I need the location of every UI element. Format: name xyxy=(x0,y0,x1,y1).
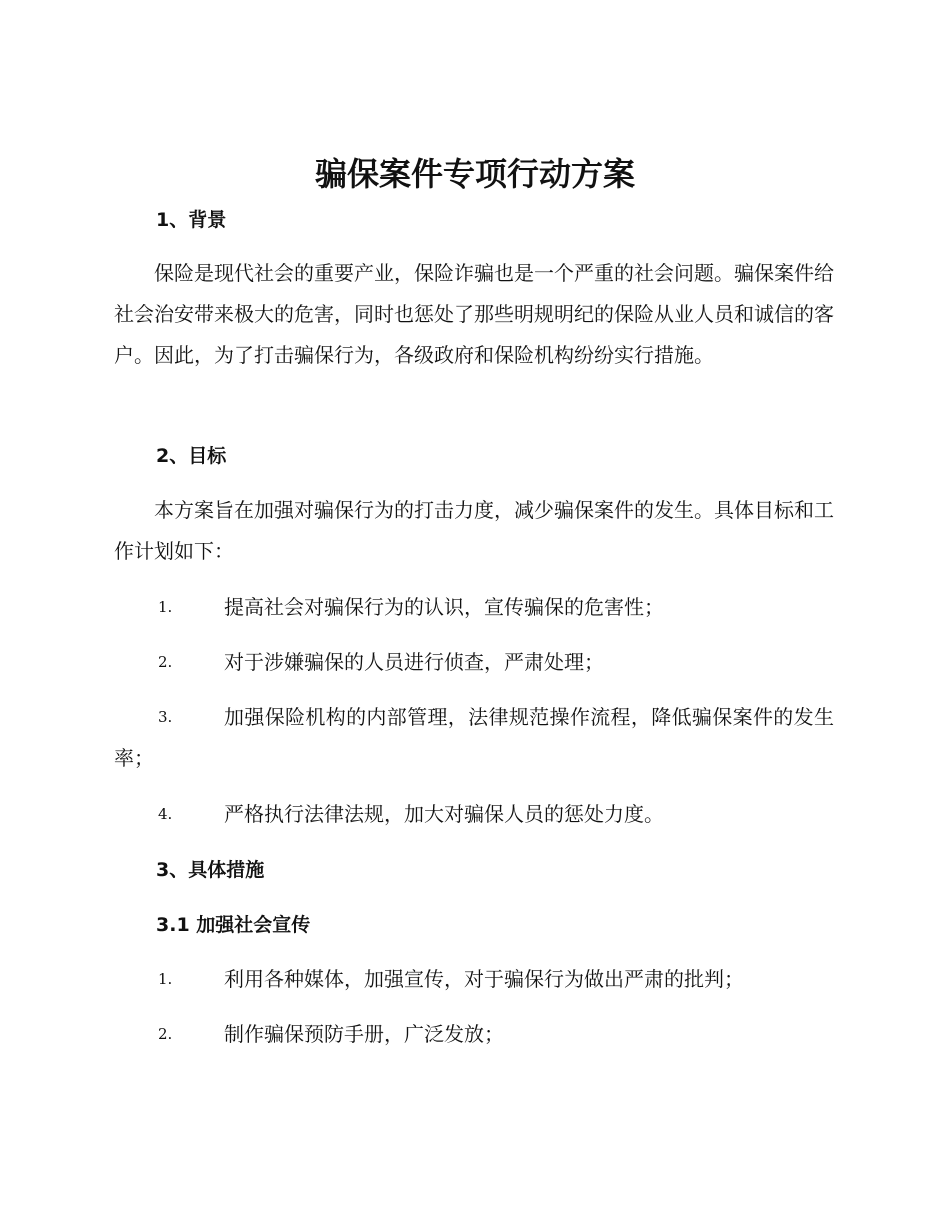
subsection-heading-publicity: 3.1 加强社会宣传 xyxy=(156,914,311,936)
measure-list-item xyxy=(114,1014,834,1055)
list-item-number: 3. xyxy=(158,708,173,726)
list-item-text: 对于涉嫌骗保的人员进行侦查，严肃处理； xyxy=(224,650,604,674)
list-item-number: 1. xyxy=(158,970,173,988)
section-heading-measures: 3、具体措施 xyxy=(156,859,265,881)
goal-list-item xyxy=(114,587,834,628)
measure-list-item xyxy=(114,959,834,1000)
list-item-number: 2. xyxy=(158,1025,173,1043)
list-item-text: 利用各种媒体，加强宣传，对于骗保行为做出严肃的批判； xyxy=(224,967,744,991)
list-item-text: 加强保险机构的内部管理，法律规范操作流程，降低骗保案件的发生率； xyxy=(114,705,834,770)
list-item-number: 2. xyxy=(158,653,173,671)
section-heading-goals: 2、目标 xyxy=(156,445,227,467)
list-item-number: 4. xyxy=(158,805,173,823)
goal-list-item xyxy=(114,697,834,779)
list-item-text: 提高社会对骗保行为的认识，宣传骗保的危害性； xyxy=(224,595,664,619)
goal-list-item xyxy=(114,794,834,835)
background-paragraph: 保险是现代社会的重要产业，保险诈骗也是一个严重的社会问题。骗保案件给社会治安带来极大的危害，同时也惩处了那些明规明纪的保险从业人员和诚信的客户。因此，为了打击骗保行为，各级政府和保险机构纷纷实行措施。 xyxy=(114,261,834,367)
list-item-number: 1. xyxy=(158,598,173,616)
goals-paragraph: 本方案旨在加强对骗保行为的打击力度，减少骗保案件的发生。具体目标和工作计划如下： xyxy=(114,498,834,563)
goal-list-item xyxy=(114,642,834,683)
list-item-text: 制作骗保预防手册，广泛发放； xyxy=(224,1022,504,1046)
section-heading-background: 1、背景 xyxy=(156,209,227,231)
document-title: 骗保案件专项行动方案 xyxy=(314,155,635,193)
list-item-text: 严格执行法律法规，加大对骗保人员的惩处力度。 xyxy=(224,802,664,826)
